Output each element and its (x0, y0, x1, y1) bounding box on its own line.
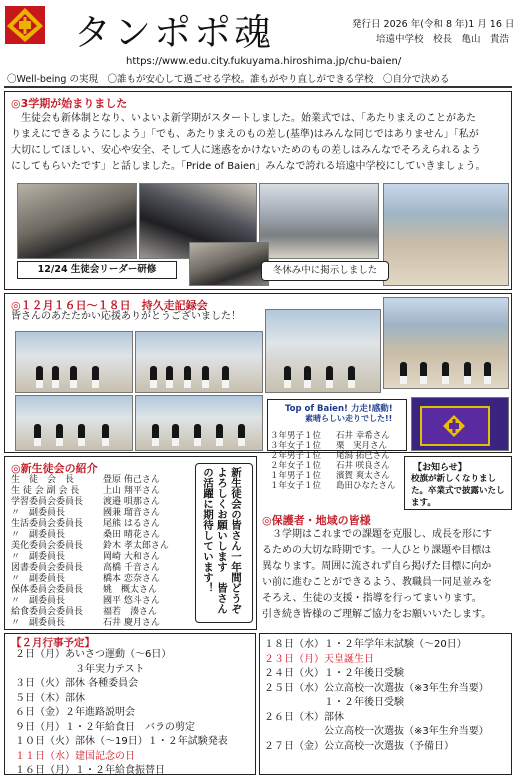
calendar-event: １０日（火）部休（～19日）１・２年試験発表 (15, 736, 228, 747)
roster-name: 畳原 侑己さん (103, 475, 160, 485)
roster-role: 〃 副委員長 (11, 552, 66, 562)
section-subtitle: 皆さんのあたたかい応援ありがとうございました！ (11, 311, 241, 322)
paragraph-line: りまえにできるようにしよう」「でも、あたりまえのもの差し(基準)はみんな同じではありません」「私が (11, 129, 479, 140)
photo-leader-training-3 (259, 183, 379, 259)
paragraph-line: ３学期はこれまでの課題を克服し、成長を形にす (262, 529, 492, 540)
school-principal: 培遠中学校 校長 亀山 貴浩 (376, 34, 510, 45)
roster-row (11, 574, 160, 585)
flag-emblem-icon (442, 414, 466, 438)
calendar-event: ３日（火）部休 各種委員会 (15, 678, 139, 689)
roster-role: 生 徒 会 長 (11, 475, 75, 485)
result-name: 栗 実月さん (336, 441, 388, 451)
calendar-event: ５日（木）部休 (15, 692, 85, 704)
section-title: ◎3学期が始まりました (11, 97, 128, 110)
school-url[interactable]: https://www.edu.city.fukuyama.hiroshima.jp/chu-baien/ (126, 56, 402, 67)
notice-box (404, 456, 512, 510)
roster-row (11, 607, 157, 618)
issue-date: 発行日 2026 年(令和 8 年)1 月 16 日 (352, 19, 515, 30)
calendar-event: １６日（月）１・２年給食振替日 (15, 765, 165, 776)
result-grade: ２年男子１位 (270, 451, 322, 461)
photo-run-1 (15, 331, 133, 393)
roster-name: 橋本 恋奈さん (103, 574, 160, 584)
paragraph-line: そろえ、生徒の支援・指導を行ってまいります。 (262, 593, 482, 604)
photo-poster-display (383, 183, 509, 286)
section-title: ◎１２月１６日～１８日 持久走記録会 (11, 299, 208, 312)
result-name: 石井 幸希さん (336, 431, 390, 441)
roster-name: 桑田 晴花さん (103, 530, 160, 540)
photo-run-3 (265, 309, 381, 393)
roster-role: 美化委員会委員長 (11, 541, 84, 551)
result-name: 石井 咲良さん (336, 461, 390, 471)
section-title: ◎保護者・地域の皆様 (262, 514, 371, 527)
paragraph-line: にしてもらいたです」と話しました。「Pride of Baien」みんなで誇れる培遠中学校にしていきましょう。 (11, 161, 486, 172)
result-row (270, 451, 390, 461)
result-row (270, 431, 390, 441)
roster-role: 学習委員会委員長 (11, 497, 84, 507)
paragraph-line: 大切にしてほしい、安心や安全、そして人に迷惑をかけないためのもの差しはみんなでそろえられるよう (11, 145, 481, 156)
roster-role: 〃 副委員長 (11, 530, 66, 540)
calendar-right (259, 633, 512, 775)
calendar-event: ６日（金）２年進路説明会 (15, 707, 135, 718)
divider (4, 86, 512, 88)
calendar-event: ９日（月）１・２年給食日 バラの剪定 (15, 721, 195, 733)
roster-name: 福若 湊さん (103, 607, 158, 617)
roster-row (11, 486, 160, 497)
paragraph-line: 異なります。周囲に流されず自ら掲げた目標に向か (262, 561, 492, 572)
photo-school-flag (411, 397, 509, 451)
roster-role: 〃 副委員長 (11, 508, 66, 518)
roster-role: 〃 副委員長 (11, 574, 66, 584)
roster-name: 國兼 瑠音さん (103, 508, 160, 518)
paragraph-line: 生徒会も新体制となり、いよいよ新学期がスタートしました。始業式では、「あたりまえのことがあた (11, 113, 476, 124)
calendar-title: 【２月行事予定】 (11, 637, 95, 649)
calendar-event: ２７日（金）公立高校一次選抜（予備日） (264, 740, 454, 752)
result-grade: １年男子１位 (270, 471, 322, 481)
calendar-event: ３年実力テスト (15, 663, 145, 675)
paragraph-line: 引き続き皆様のご理解ご協力をお願いいたします。 (262, 609, 492, 620)
roster-name: 尾熊 はるさん (103, 519, 160, 529)
result-name: 島田ひなたさん (336, 481, 396, 491)
photo-run-4 (383, 297, 509, 389)
roster-role: 給食委員会委員長 (11, 607, 84, 617)
roster-role: 生活委員会委員長 (11, 519, 84, 529)
roster-row (11, 552, 160, 563)
photo-leader-training-1 (17, 183, 137, 259)
result-grade: ２年女子１位 (270, 461, 322, 471)
calendar-event: １・２年後日受験 (264, 697, 404, 708)
roster-role: 生 徒 会 副 会 長 (11, 486, 80, 496)
result-name: 尾潟 拓巳さん (336, 451, 390, 461)
school-vision: 〇Well-being の実現 〇誰もが安心して過ごせる学校。誰もがやり直しができる学校 〇自分で決める (7, 74, 450, 85)
calendar-left (4, 633, 256, 775)
roster-role: 図書委員会委員長 (11, 563, 84, 573)
calendar-event: ２５日（水）公立高校一次選抜（※3年生弁当要） (264, 682, 489, 694)
results-box-title: Top of Baien! 力走!感動! (285, 404, 393, 414)
caption-poster: 冬休み中に掲示しました (261, 261, 389, 281)
school-emblem-icon (5, 6, 45, 44)
roster-row (11, 475, 160, 486)
notice-body: 校旗が新しくなりました。卒業式で披露いたします。 (411, 474, 505, 508)
result-grade: ３年女子１位 (270, 441, 322, 451)
result-row (270, 471, 390, 481)
roster-row (11, 530, 160, 541)
calendar-event: 公立高校一次選抜（※3年生弁当要） (264, 726, 489, 737)
calendar-holiday: ２３日（月）天皇誕生日 (264, 653, 374, 665)
council-message: 新生徒会の皆さん一年間どうぞよろしくお願いします 皆さんの活躍に期待しています！ (202, 467, 242, 614)
roster-name: 渡邉 唄那さん (103, 497, 160, 507)
photo-run-2 (135, 331, 263, 393)
section-third-term (4, 91, 512, 290)
roster-name: 高橋 千音さん (103, 563, 160, 573)
roster-name: 上山 翔平さん (103, 486, 160, 496)
roster-row (11, 497, 160, 508)
result-grade: ３年男子１位 (270, 431, 322, 441)
roster-name: 石井 慶月さん (103, 618, 160, 628)
photo-run-5 (15, 395, 133, 451)
roster-row (11, 618, 160, 629)
result-row (270, 481, 396, 491)
roster-role: 保体委員会委員長 (11, 585, 84, 595)
roster-row (11, 585, 157, 596)
notice-title: 【お知らせ】 (413, 463, 467, 473)
section-parents (260, 510, 512, 630)
newsletter-header (0, 0, 516, 52)
results-box-subtitle: 素晴らしい走りでした!! (305, 414, 393, 423)
result-row (270, 461, 390, 471)
roster-name: 國平 悠斗さん (103, 596, 160, 606)
paragraph-line: るための大切な時期です。一人ひとり課題や目標は (262, 545, 492, 556)
section-endurance-run (4, 293, 512, 453)
roster-row (11, 508, 160, 519)
photo-run-6 (135, 395, 263, 451)
calendar-event: ２日（月）あいさつ運動（～6日） (15, 649, 172, 660)
result-name: 濱賀 爽太さん (336, 471, 390, 481)
newsletter-title: タンポポ魂 (74, 11, 274, 54)
roster-row (11, 519, 160, 530)
roster-name: 岡崎 大和さん (103, 552, 160, 562)
result-grade: １年女子１位 (270, 481, 322, 491)
roster-role: 〃 副委員長 (11, 596, 66, 606)
section-title: ◎新生徒会の紹介 (11, 462, 98, 475)
roster-row (11, 563, 160, 574)
section-student-council (4, 456, 257, 630)
paragraph-line: い前に進むことができるよう、教職員一同足並みを (262, 577, 492, 588)
calendar-event: １８日（水）１・２年学年末試験（～20日） (264, 639, 467, 650)
roster-row (11, 541, 169, 552)
roster-role: 〃 副委員長 (11, 618, 66, 628)
calendar-event: ２６日（木）部休 (264, 711, 344, 723)
calendar-holiday: １１日（水）建国記念の日 (15, 750, 135, 762)
result-row (270, 441, 387, 451)
roster-row (11, 596, 160, 607)
calendar-event: ２４日（火）１・２年後日受験 (264, 668, 404, 679)
roster-name: 鈴木 孝太郎さん (103, 541, 169, 551)
roster-name: 姚 概太さん (103, 585, 158, 595)
caption-leader-training: 12/24 生徒会リーダー研修 (17, 261, 177, 279)
photo-leader-training-4 (189, 242, 269, 286)
